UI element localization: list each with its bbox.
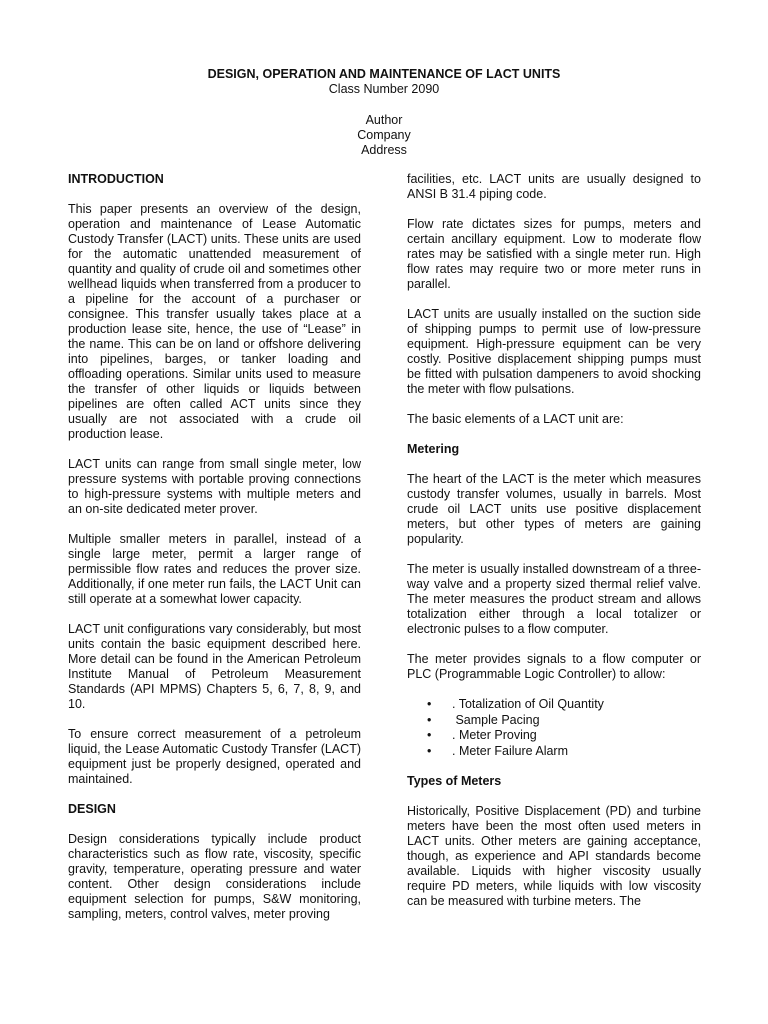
types-of-meters-heading: Types of Meters [407, 774, 502, 788]
paragraph: The basic elements of a LACT unit are: [407, 412, 624, 426]
paragraph: Historically, Positive Displacement (PD) and turbine meters have been the most often used meters in LACT units. Other meters are gaining acceptance, though, as experience and API standards become available. Liquids with higher viscosity usually require PD meters, while liquids with low viscosity can be measured with turbine meters. The [407, 804, 701, 908]
paper-header [0, 67, 768, 158]
paragraph: Flow rate dictates sizes for pumps, meters and certain ancillary equipment. Low to moderate flow rates may be satisfied with a single meter run. High flow rates may require two or more meter runs in parallel. [407, 217, 701, 291]
paragraph: facilities, etc. LACT units are usually designed to ANSI B 31.4 piping code. [407, 172, 701, 201]
paragraph: To ensure correct measurement of a petroleum liquid, the Lease Automatic Custody Transfer (LACT) equipment just be properly designed, operated and maintained. [68, 727, 361, 786]
bullet-icon: • [427, 697, 432, 711]
list-item [427, 728, 701, 744]
class-number: Class Number 2090 [328, 82, 440, 96]
paragraph: LACT unit configurations vary considerably, but most units contain the basic equipment described here. More detail can be found in the American Petroleum Institute Manual of Petroleum Measurement Standards (API MPMS) Chapters 5, 6, 7, 8, 9, and 10. [68, 622, 361, 711]
paragraph: The meter provides signals to a flow computer or PLC (Programmable Logic Controller) to allow: [407, 652, 701, 681]
paragraph: The meter is usually installed downstream of a three-way valve and a property sized thermal relief valve. The meter measures the product stream and allows totalization either through a local totalizer or electronic pulses to a flow computer. [407, 562, 701, 636]
left-column [68, 172, 361, 937]
bullet-icon: • [427, 728, 432, 742]
paragraph: The heart of the LACT is the meter which measures custody transfer volumes, usually in barrels. Most crude oil LACT units use positive displacement meters, but other types of meters are gaining popularity. [407, 472, 701, 546]
list-item-text: . Meter Failure Alarm [452, 743, 569, 758]
company: Company [357, 128, 411, 142]
metering-heading: Metering [407, 442, 460, 456]
author: Author [365, 113, 403, 127]
right-column [407, 172, 701, 924]
paragraph: Multiple smaller meters in parallel, instead of a single large meter, permit a larger range of permissible flow rates and reduces the prover size. Additionally, if one meter run fails, the LACT Unit can still operate at a somewhat lower capacity. [68, 532, 361, 606]
list-item-text: Sample Pacing [452, 712, 540, 727]
paragraph: This paper presents an overview of the design, operation and maintenance of Lease Automatic Custody Transfer (LACT) units. These units are used for the automatic unattended measurement of quantity and quality of crude oil and sometimes other wellhead liquids when transferred from a producer to a pipeline for the account of a purchaser or consignee. This transfer usually takes place at a production lease site, hence, the use of “Lease” in the name. This can be on land or offshore delivering into pipelines, barges, or tanker loading and offloading operations. Similar units used to measure the transfer of other liquids or liquids between pipelines are often called ACT units since they usually are not associated with a crude oil production lease. [68, 202, 361, 441]
bullet-list [407, 697, 701, 759]
bullet-icon: • [427, 743, 432, 758]
paragraph: LACT units can range from small single meter, low pressure systems with portable proving connections to high-pressure systems with multiple meters and an on-site dedicated meter prover. [68, 457, 361, 516]
list-item [427, 744, 701, 760]
bullet-icon: • [427, 712, 432, 727]
list-item [427, 697, 701, 713]
list-item [427, 713, 701, 729]
design-heading: DESIGN [68, 802, 116, 816]
paper-title: DESIGN, OPERATION AND MAINTENANCE OF LACT UNITS [207, 67, 561, 81]
list-item-text: . Totalization of Oil Quantity [452, 697, 604, 711]
paragraph: LACT units are usually installed on the suction side of shipping pumps to permit use of low-pressure equipment. High-pressure equipment can be very costly. Positive displacement shipping pumps must be fitted with pulsation dampeners to avoid shocking the meter with flow pulsations. [407, 307, 701, 396]
introduction-heading: INTRODUCTION [68, 172, 164, 186]
paragraph: Design considerations typically include product characteristics such as flow rate, viscosity, specific gravity, temperature, operating pressure and water content. Other design considerations include equipment selection for pumps, S&W monitoring, sampling, meters, control valves, meter proving [68, 832, 361, 921]
list-item-text: . Meter Proving [452, 728, 537, 742]
address: Address [361, 143, 407, 157]
